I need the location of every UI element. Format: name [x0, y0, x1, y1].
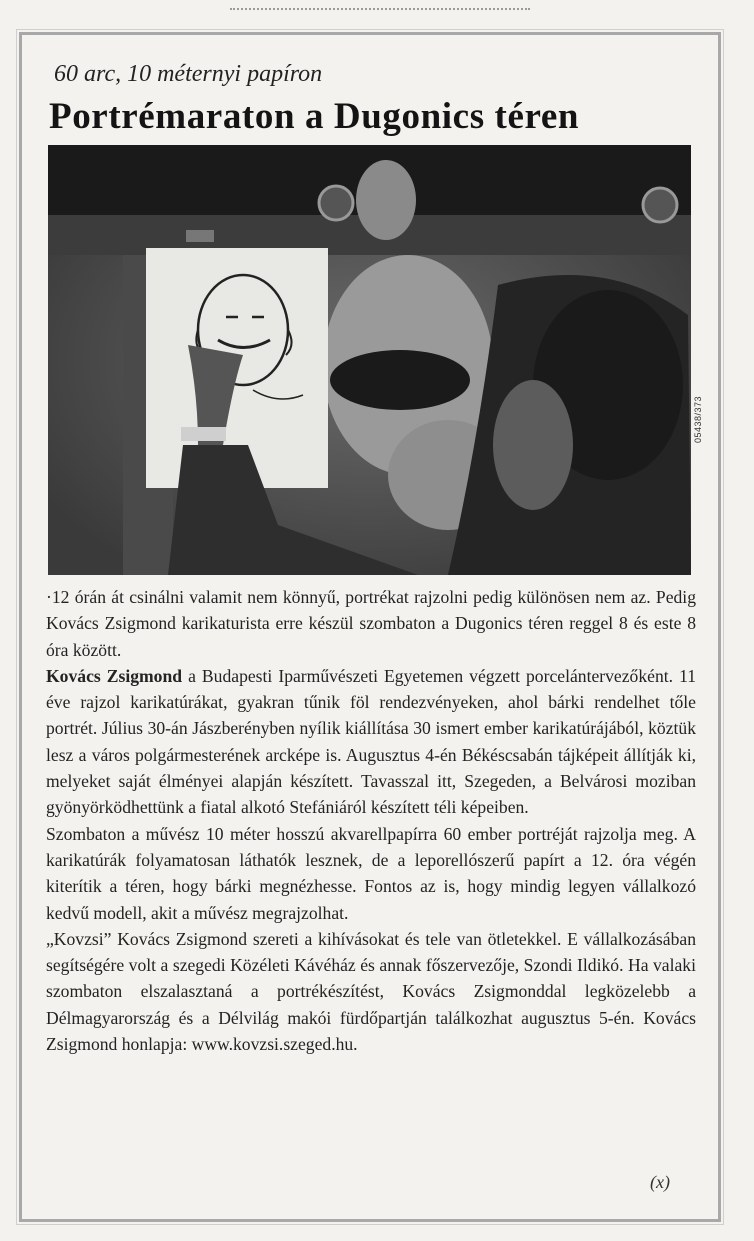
paragraph-3-text: Szombaton a művész 10 méter hosszú akvarellpapírra 60 ember portréját rajzolja meg. A karikatúrák folyamatosan láthatók lesznek, de a leporellószerű papírt a 12. óra végén kiterítik a téren, hogy bárki megnézhesse. Fontos az is, hogy mindig legyen vállalkozó kedvű modell, akit a művész megrajzolhat.	[46, 823, 696, 923]
paragraph-2-text: a Budapesti Iparművészeti Egyetemen végzett porcelántervezőként. 11 éve rajzol karikatúrákat, gyakran tűnik föl rendezvényeken, ahol bárki rendelhet tőle portrét. Július 30-án Jászberényben nyílik kiállítása 30 ismert ember karikatúrájából, köztük lesz a város polgármesterének arcképe is. Augusztus 4-én Békéscsabán tájképeit állítják ki, melyeket saját élményei alapján készített. Tavasszal itt, Szegeden, a Belvárosi moziban gyönyörködhettünk a fiatal alkotó Stefániáról készített téli képeiben.	[46, 665, 697, 818]
paragraph-2-lead: Kovács Zsigmond	[46, 665, 183, 686]
photo-reference-code: 05438/373	[693, 395, 703, 443]
article-body	[46, 584, 696, 1057]
article-photo	[48, 145, 691, 575]
kicker: 60 arc, 10 méternyi papíron	[54, 61, 323, 87]
paragraph-4	[46, 926, 696, 1057]
previous-article-edge	[230, 0, 530, 10]
caricaturist-photo-illustration	[48, 145, 691, 575]
paragraph-3	[46, 821, 696, 926]
paragraph-4-text: „Kovzsi” Kovács Zsigmond szereti a kihívásokat és tele van ötletekkel. E vállalkozásában segítségére volt a szegedi Közéleti Kávéház és annak főszervezője, Szondi Ildikó. Ha valaki szombaton elszalasztaná a portrékészítést, Kovács Zsigmonddal legközelebb a Délmagyarország és a Délvilág makói fürdőpartján találkozhat augusztus 5-én. Kovács Zsigmond honlapja: www.kovzsi.szeged.hu.	[46, 928, 696, 1055]
author-signature: (x)	[650, 1172, 670, 1192]
paragraph-1-text: ·12 órán át csinálni valamit nem könnyű, portrékat rajzolni pedig különösen nem az. Pedig Kovács Zsigmond karikaturista erre készül szombaton a Dugonics téren reggel 8 és este 8 óra között.	[46, 587, 696, 660]
headline: Portrémaraton a Dugonics téren	[49, 96, 580, 137]
paragraph-2	[46, 663, 696, 821]
newspaper-clipping	[19, 32, 721, 1222]
paragraph-1	[46, 584, 696, 663]
